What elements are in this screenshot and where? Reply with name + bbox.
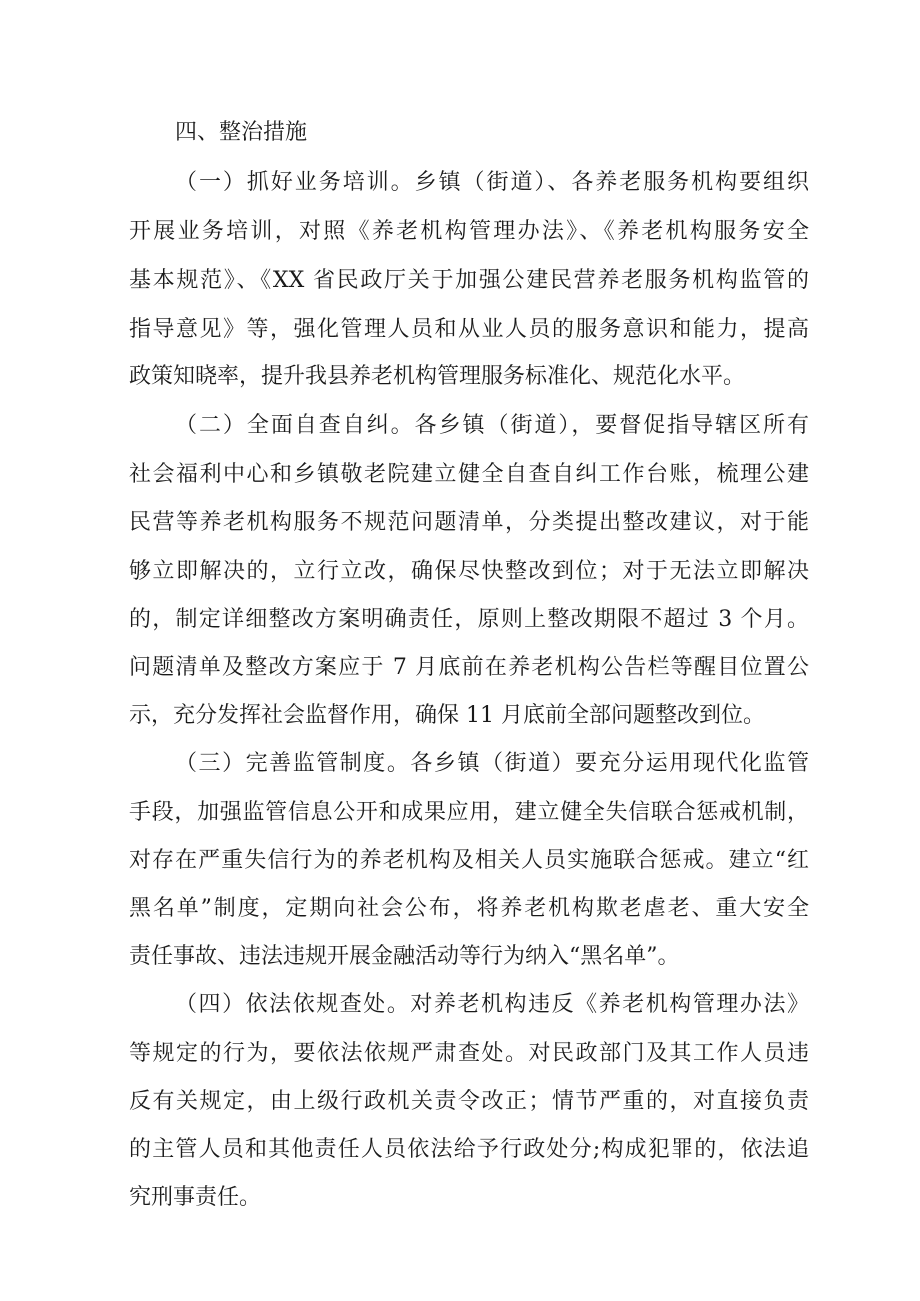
paragraph-1-line-5: 政策知晓率，提升我县养老机构管理服务标准化、规范化水平。 <box>129 364 746 389</box>
paragraph-3-line-3: 对存在严重失信行为的养老机构及相关人员实施联合惩戒。建立“红 <box>129 848 809 873</box>
paragraph-1-line-1: （一）抓好业务培训。乡镇（街道）、各养老服务机构要组织 <box>175 170 809 195</box>
paragraph-4-line-1: （四）依法依规查处。对养老机构违反《养老机构管理办法》 <box>175 992 809 1017</box>
paragraph-3-line-2: 手段，加强监管信息公开和成果应用，建立健全失信联合惩戒机制， <box>129 800 809 825</box>
paragraph-3-line-5: 责任事故、违法违规开展金融活动等行为纳入“黑名单”。 <box>129 944 680 969</box>
paragraph-4-line-4: 的主管人员和其他责任人员依法给予行政处分;构成犯罪的，依法追 <box>129 1137 809 1162</box>
paragraph-4-line-3: 反有关规定，由上级行政机关责令改正；情节严重的，对直接负责 <box>129 1089 809 1114</box>
section-heading: 四、整治措施 <box>175 120 308 145</box>
paragraph-4-line-5: 究刑事责任。 <box>129 1185 262 1210</box>
paragraph-2-line-2: 社会福利中心和乡镇敬老院建立健全自查自纠工作台账，梳理公建 <box>129 462 809 487</box>
paragraph-2-line-3: 民营等养老机构服务不规范问题清单，分类提出整改建议，对于能 <box>129 510 809 535</box>
paragraph-3-line-4: 黑名单”制度，定期向社会公布，将养老机构欺老虐老、重大安全 <box>129 896 809 921</box>
paragraph-2-line-6: 问题清单及整改方案应于 7 月底前在养老机构公告栏等醒目位置公 <box>129 655 809 680</box>
paragraph-1-line-2: 开展业务培训，对照《养老机构管理办法》、《养老机构服务安全 <box>129 219 809 244</box>
paragraph-3-line-1: （三）完善监管制度。各乡镇（街道）要充分运用现代化监管 <box>175 751 809 776</box>
paragraph-1-line-4: 指导意见》等，强化管理人员和从业人员的服务意识和能力，提高 <box>129 317 809 342</box>
paragraph-2-line-5: 的，制定详细整改方案明确责任，原则上整改期限不超过 3 个月。 <box>129 607 809 632</box>
paragraph-1-line-3: 基本规范》、《XX 省民政厅关于加强公建民营养老服务机构监管的 <box>129 268 809 293</box>
paragraph-2-line-7: 示，充分发挥社会监督作用，确保 11 月底前全部问题整改到位。 <box>129 703 765 728</box>
paragraph-2-line-4: 够立即解决的，立行立改，确保尽快整改到位；对于无法立即解决 <box>129 559 809 584</box>
paragraph-2-line-1: （二）全面自查自纠。各乡镇（街道），要督促指导辖区所有 <box>175 413 809 438</box>
paragraph-4-line-2: 等规定的行为，要依法依规严肃查处。对民政部门及其工作人员违 <box>129 1041 809 1066</box>
